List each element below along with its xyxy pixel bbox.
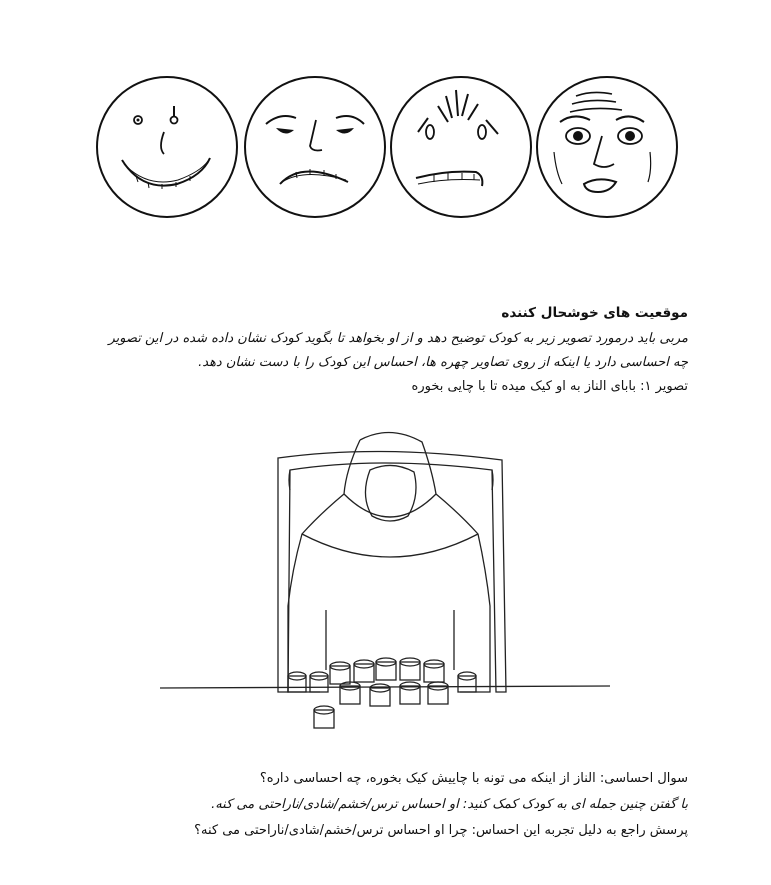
scared-face-icon xyxy=(532,72,682,222)
sad-face-icon xyxy=(240,72,390,222)
instruction-line-2: چه احساسی دارد یا اینکه از روی تصاویر چهره ها، احساس این کودک را با دست نشان دهد. xyxy=(198,355,688,370)
reason-question: پرسش راجع به دلیل تجربه این احساس: چرا او احساس ترس/خشم/شادی/ناراحتی می کنه؟ xyxy=(194,823,688,838)
image-caption: تصویر ۱: بابای الناز به او کیک میده تا با چایی بخوره xyxy=(411,379,688,394)
helper-sentence: با گفتن چنین جمله ای به کودک کمک کنید: او احساس ترس/خشم/شادی/ناراحتی می کنه. xyxy=(211,797,688,812)
emotion-question: سوال احساسی: الناز از اینکه می تونه با چاییش کیک بخوره، چه احساسی داره؟ xyxy=(259,771,688,786)
happy-face-icon xyxy=(92,72,242,222)
emotion-faces-row xyxy=(92,72,672,222)
page-heading: موقعیت های خوشحال کننده xyxy=(501,305,688,321)
instruction-line-1: مربی باید درمورد تصویر زیر به کودک توضیح دهد و از او بخواهد تا بگوید کودک نشان داده شده در این تصویر xyxy=(108,331,688,346)
woman-with-cakes-drawing xyxy=(160,430,610,740)
angry-face-icon xyxy=(386,72,536,222)
